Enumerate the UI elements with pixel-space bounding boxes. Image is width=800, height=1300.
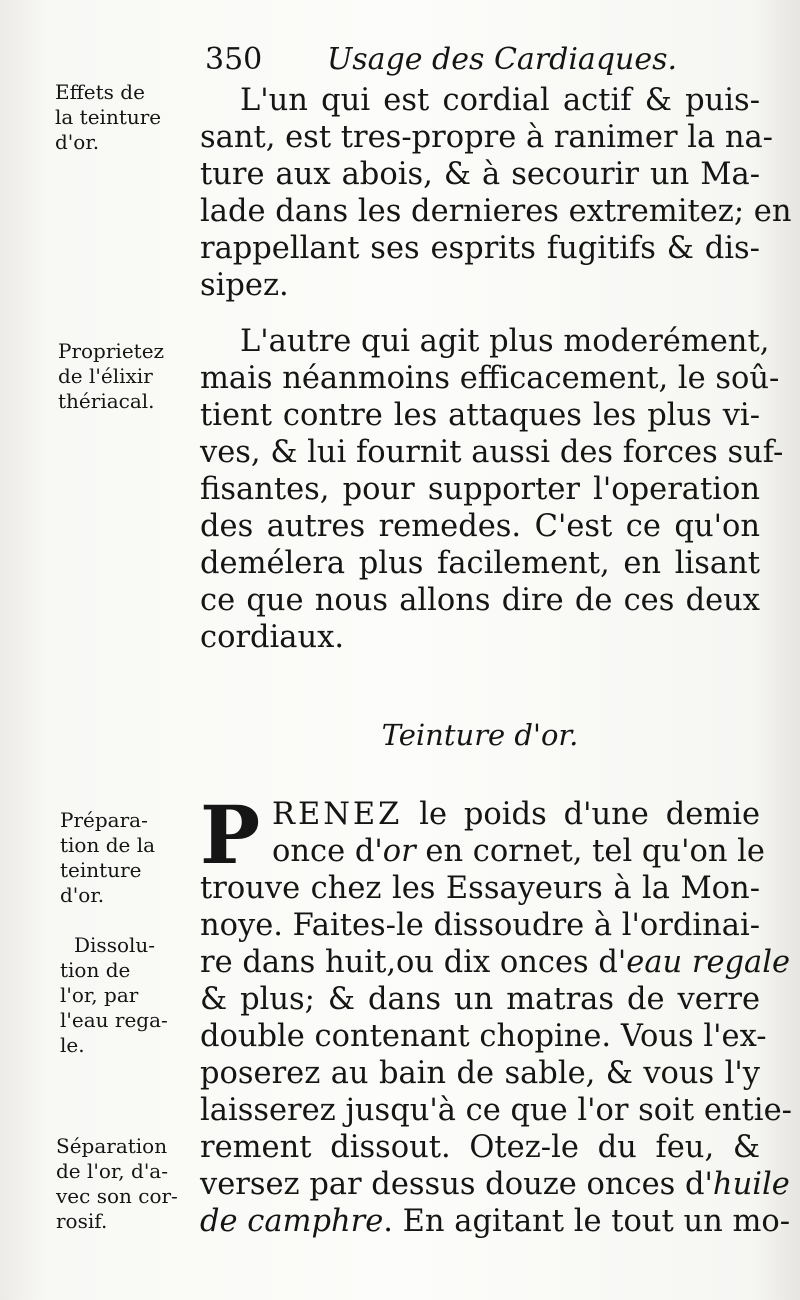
text-line: demélera plus facilement, en lisant <box>200 546 760 581</box>
text-line: trouve chez les Essayeurs à la Mon- <box>200 871 760 906</box>
text-line: mais néanmoins efficacement, le soû- <box>200 361 780 396</box>
text-line: sipez. <box>200 268 289 303</box>
text-line: lade dans les dernieres extremitez; en <box>200 194 792 229</box>
text-line <box>200 944 791 981</box>
line-text: once d' <box>272 834 383 869</box>
text-line: laisserez jusqu'à ce que l'or soit entie- <box>200 1093 792 1128</box>
margin-line: la teinture <box>55 105 162 129</box>
margin-line: le. <box>60 1033 85 1057</box>
margin-note-effets <box>55 80 200 155</box>
italic-term: eau regale <box>626 945 791 980</box>
text-line <box>200 833 765 870</box>
page-number: 350 <box>205 42 263 77</box>
text-line: L'un qui est cordial actif & puis- <box>240 83 760 118</box>
margin-line: teinture <box>60 858 142 882</box>
text-line: rement dissout. Otez-le du feu, & <box>200 1130 760 1165</box>
margin-line: d'or. <box>55 130 100 154</box>
margin-line: l'eau rega- <box>60 1008 168 1032</box>
text-line: noye. Faites-le dissoudre à l'ordinai- <box>200 908 761 943</box>
margin-line: d'or. <box>60 883 105 907</box>
margin-note-dissolution <box>60 933 205 1058</box>
margin-line: Prépara- <box>60 808 148 832</box>
line-text: re dans huit,ou dix onces d' <box>200 945 627 980</box>
paragraph-2 <box>200 323 784 656</box>
text-line <box>200 1166 790 1203</box>
text-line: cordiaux. <box>200 620 345 655</box>
text-line <box>200 1203 791 1240</box>
margin-line: Effets de <box>55 80 145 104</box>
italic-term: de camphre <box>200 1204 384 1239</box>
paragraph-1 <box>200 82 792 304</box>
margin-line: tion de <box>60 958 131 982</box>
italic-term: huile <box>712 1167 790 1202</box>
margin-note-proprietez <box>58 339 203 414</box>
margin-line: de l'élixir <box>58 364 153 388</box>
text-line: double contenant chopine. Vous l'ex- <box>200 1019 767 1054</box>
text-line: ves, & lui fournit aussi des forces suf- <box>200 435 784 470</box>
margin-note-separation <box>56 1134 201 1234</box>
margin-line: de l'or, d'a- <box>56 1159 168 1183</box>
section-title: Teinture d'or. <box>381 718 579 752</box>
text-line: L'autre qui agit plus moderément, <box>240 324 770 359</box>
text-line <box>200 796 760 833</box>
running-title: Usage des Cardiaques. <box>327 42 678 77</box>
margin-line: rosif. <box>56 1209 108 1233</box>
text-line: fisantes, pour supporter l'operation <box>200 472 760 507</box>
line-text: en cornet, tel qu'on le <box>415 834 765 869</box>
text-line: & plus; & dans un matras de verre <box>200 982 760 1017</box>
text-line: tient contre les attaques les plus vi- <box>200 398 760 433</box>
margin-line: thériacal. <box>58 389 155 413</box>
margin-line: vec son cor- <box>56 1184 178 1208</box>
text-line: des autres remedes. C'est ce qu'on <box>200 509 760 544</box>
drop-cap: P <box>200 788 261 882</box>
line-text: . En agitant le tout un mo- <box>383 1204 791 1239</box>
margin-line: l'or, par <box>60 983 139 1007</box>
margin-note-preparation <box>60 808 205 908</box>
margin-line: Séparation <box>56 1134 168 1158</box>
text-line: rappellant ses esprits fugitifs & dis- <box>200 231 760 266</box>
running-head <box>205 40 765 80</box>
margin-line: Dissolu- <box>74 933 156 957</box>
italic-term: or <box>382 834 416 869</box>
line-text: versez par dessus douze onces d' <box>200 1167 713 1202</box>
paragraph-3 <box>200 788 792 1240</box>
text-line: ture aux abois, & à secourir un Ma- <box>200 157 760 192</box>
margin-line: Proprietez <box>58 339 165 363</box>
line-text: le poids d'une demie <box>402 797 760 832</box>
small-caps-word: RENEZ <box>272 797 403 832</box>
text-line: poserez au bain de sable, & vous l'y <box>200 1056 760 1091</box>
text-line: ce que nous allons dire de ces deux <box>200 583 760 618</box>
text-line: sant, est tres-propre à ranimer la na- <box>200 120 773 155</box>
margin-line: tion de la <box>60 833 156 857</box>
